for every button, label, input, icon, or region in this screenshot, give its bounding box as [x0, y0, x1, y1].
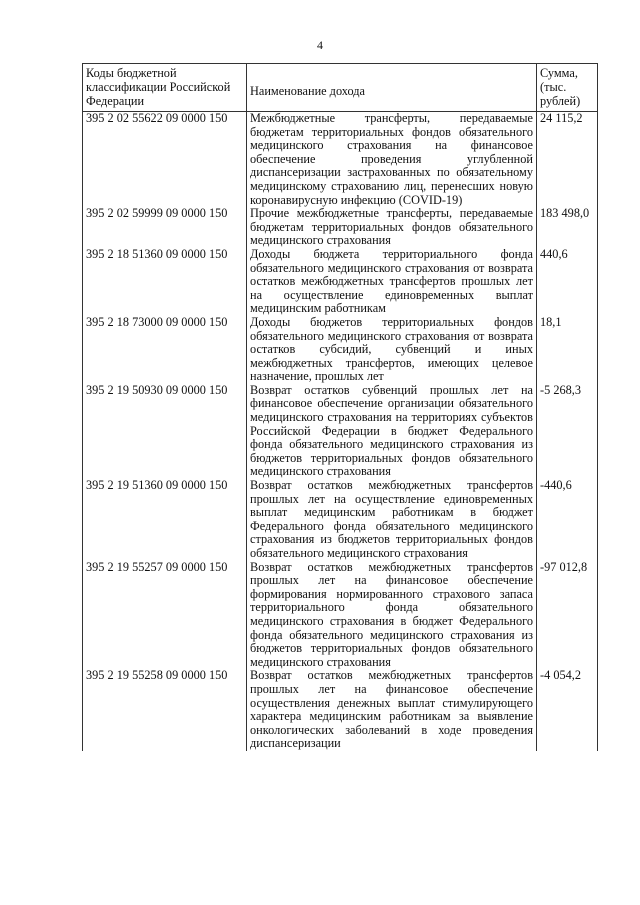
table-row — [83, 479, 598, 561]
table-row — [83, 207, 598, 248]
table-row — [83, 316, 598, 384]
table-row — [83, 561, 598, 670]
budget-revenue-table — [82, 63, 598, 751]
budget-code-cell: 395 2 02 59999 09 0000 150 — [83, 207, 247, 248]
page-number: 4 — [317, 38, 323, 52]
revenue-name-cell: Возврат остатков межбюджетных трансфертов прошлых лет на осуществление единовременных выплат медицинским работникам в бюджет Федерального фонда обязательного медицинского страхования из бюджетов территориальных фондов обязательного медицинского страхования — [247, 479, 537, 561]
column-header-code: Коды бюджетной классификации Российской Федерации — [83, 64, 247, 112]
amount-cell: 24 115,2 — [537, 112, 598, 208]
table-row — [83, 669, 598, 751]
budget-code-cell: 395 2 19 51360 09 0000 150 — [83, 479, 247, 561]
column-header-name: Наименование дохода — [247, 64, 537, 112]
revenue-name-cell: Межбюджетные трансферты, передаваемые бюджетам территориальных фондов обязательного медицинского страхования на финансовое обеспечение проведения углубленной диспансеризации застрахованных по обязательному медицинскому страхованию лиц, перенесших новую коронавирусную инфекцию (COVID-19) — [247, 112, 537, 208]
amount-cell: 440,6 — [537, 248, 598, 316]
revenue-name-cell: Возврат остатков межбюджетных трансфертов прошлых лет на финансовое обеспечение формирования нормированного страхового запаса территориального фонда обязательного медицинского страхования в бюджет Федерального фонда обязательного медицинского страхования из бюджетов территориальных фондов обязательного медицинского страхования — [247, 561, 537, 670]
table-row — [83, 248, 598, 316]
revenue-name-cell: Возврат остатков межбюджетных трансфертов прошлых лет на финансовое обеспечение осуществления денежных выплат стимулирующего характера медицинским работникам за выявление онкологических заболеваний в ходе проведения диспансеризации — [247, 669, 537, 751]
amount-cell: 183 498,0 — [537, 207, 598, 248]
table-header-row — [83, 64, 598, 112]
budget-code-cell: 395 2 18 73000 09 0000 150 — [83, 316, 247, 384]
amount-cell: -5 268,3 — [537, 384, 598, 479]
budget-code-cell: 395 2 18 51360 09 0000 150 — [83, 248, 247, 316]
amount-cell: 18,1 — [537, 316, 598, 384]
column-header-amount: Сумма, (тыс. рублей) — [537, 64, 598, 112]
amount-cell: -4 054,2 — [537, 669, 598, 751]
budget-code-cell: 395 2 19 50930 09 0000 150 — [83, 384, 247, 479]
budget-code-cell: 395 2 02 55622 09 0000 150 — [83, 112, 247, 208]
budget-code-cell: 395 2 19 55258 09 0000 150 — [83, 669, 247, 751]
revenue-name-cell: Доходы бюджета территориального фонда обязательного медицинского страхования от возврата остатков межбюджетных трансфертов прошлых лет на осуществление единовременных выплат медицинским работникам — [247, 248, 537, 316]
table-row — [83, 112, 598, 208]
revenue-name-cell: Прочие межбюджетные трансферты, передаваемые бюджетам территориальных фондов обязательного медицинского страхования — [247, 207, 537, 248]
budget-code-cell: 395 2 19 55257 09 0000 150 — [83, 561, 247, 670]
revenue-name-cell: Доходы бюджетов территориальных фондов обязательного медицинского страхования от возврата остатков субсидий, субвенций и иных межбюджетных трансфертов, имеющих целевое назначение, прошлых лет — [247, 316, 537, 384]
amount-cell: -440,6 — [537, 479, 598, 561]
amount-cell: -97 012,8 — [537, 561, 598, 670]
revenue-name-cell: Возврат остатков субвенций прошлых лет на финансовое обеспечение организации обязательного медицинского страхования на территориях субъектов Российской Федерации в бюджет Федерального фонда обязательного медицинского страхования из бюджетов территориальных фондов обязательного медицинского страхования — [247, 384, 537, 479]
table-row — [83, 384, 598, 479]
